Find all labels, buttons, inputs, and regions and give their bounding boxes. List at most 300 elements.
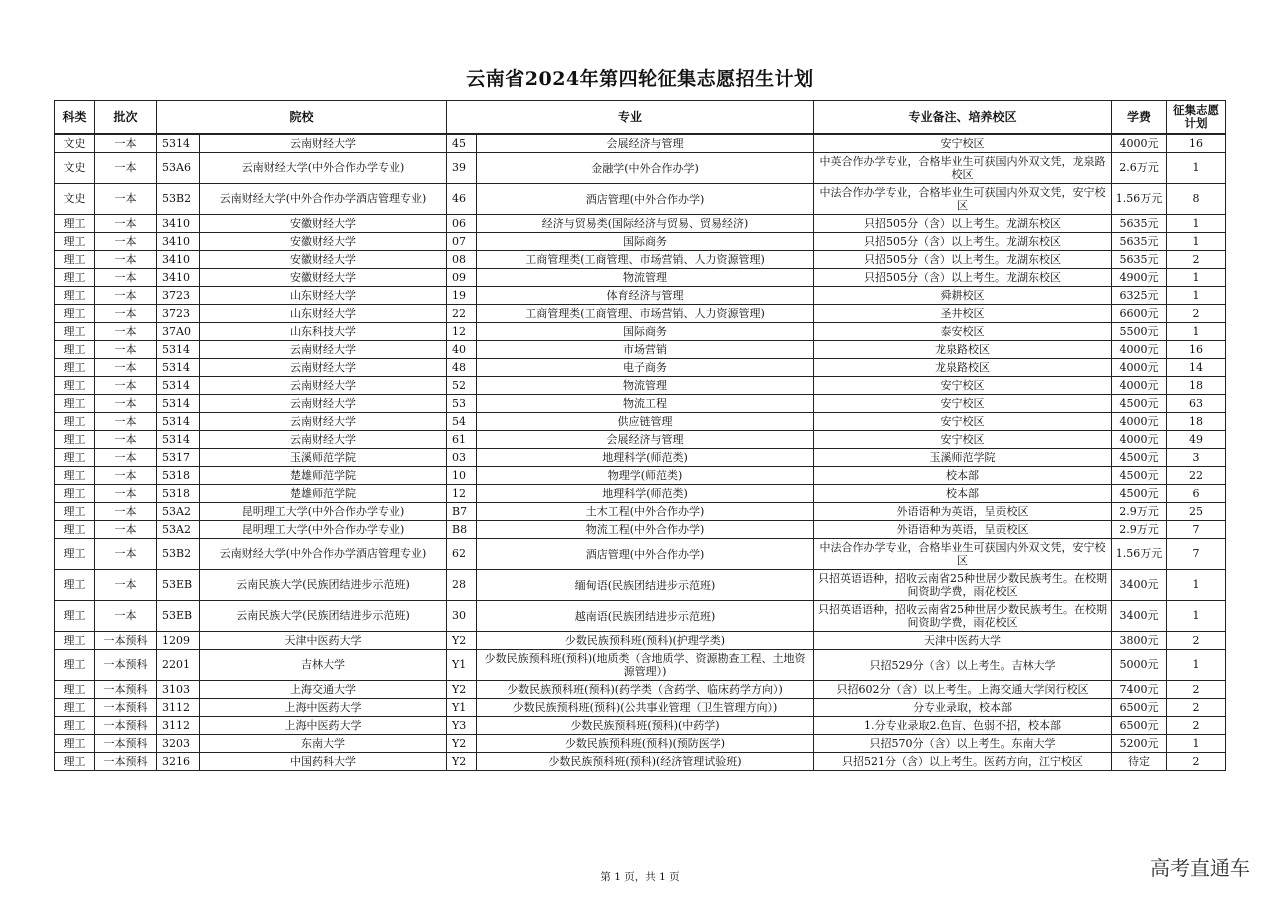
cell-batch: 一本 bbox=[95, 601, 157, 632]
cell-note: 舜耕校区 bbox=[814, 287, 1112, 305]
cell-batch: 一本 bbox=[95, 539, 157, 570]
cell-note: 1.分专业录取2.色盲、色弱不招，校本部 bbox=[814, 717, 1112, 735]
cell-fee: 5000元 bbox=[1112, 650, 1167, 681]
cell-school: 吉林大学 bbox=[200, 650, 447, 681]
cell-batch: 一本 bbox=[95, 305, 157, 323]
cell-school: 安徽财经大学 bbox=[200, 215, 447, 233]
cell-note: 天津中医药大学 bbox=[814, 632, 1112, 650]
cell-fee: 6325元 bbox=[1112, 287, 1167, 305]
cell-note: 只招505分（含）以上考生。龙湖东校区 bbox=[814, 215, 1112, 233]
cell-school: 云南财经大学(中外合作办学专业) bbox=[200, 153, 447, 184]
cell-batch: 一本预科 bbox=[95, 681, 157, 699]
table-row bbox=[55, 233, 1226, 251]
cell-category: 理工 bbox=[55, 539, 95, 570]
cell-category: 理工 bbox=[55, 485, 95, 503]
cell-batch: 一本 bbox=[95, 485, 157, 503]
cell-major-code: 07 bbox=[447, 233, 477, 251]
cell-major: 少数民族预科班(预科)(地质类（含地质学、资源勘查工程、土地资源管理）) bbox=[477, 650, 814, 681]
cell-note: 圣井校区 bbox=[814, 305, 1112, 323]
header-category: 科类 bbox=[55, 101, 95, 135]
cell-category: 理工 bbox=[55, 735, 95, 753]
cell-batch: 一本 bbox=[95, 521, 157, 539]
cell-batch: 一本预科 bbox=[95, 717, 157, 735]
cell-category: 理工 bbox=[55, 395, 95, 413]
cell-note: 安宁校区 bbox=[814, 413, 1112, 431]
cell-school: 安徽财经大学 bbox=[200, 269, 447, 287]
cell-major: 物流管理 bbox=[477, 269, 814, 287]
cell-school: 山东财经大学 bbox=[200, 287, 447, 305]
cell-batch: 一本 bbox=[95, 134, 157, 153]
table-row bbox=[55, 539, 1226, 570]
cell-plan: 1 bbox=[1167, 233, 1226, 251]
cell-batch: 一本 bbox=[95, 431, 157, 449]
cell-school-code: 53EB bbox=[157, 601, 200, 632]
cell-category: 理工 bbox=[55, 431, 95, 449]
cell-category: 理工 bbox=[55, 323, 95, 341]
cell-school: 云南财经大学 bbox=[200, 395, 447, 413]
cell-major: 地理科学(师范类) bbox=[477, 449, 814, 467]
cell-batch: 一本 bbox=[95, 233, 157, 251]
cell-category: 理工 bbox=[55, 503, 95, 521]
table-row bbox=[55, 134, 1226, 153]
table-row bbox=[55, 305, 1226, 323]
cell-plan: 2 bbox=[1167, 717, 1226, 735]
cell-category: 理工 bbox=[55, 377, 95, 395]
cell-batch: 一本预科 bbox=[95, 699, 157, 717]
cell-batch: 一本预科 bbox=[95, 650, 157, 681]
cell-plan: 1 bbox=[1167, 153, 1226, 184]
cell-major: 缅甸语(民族团结进步示范班) bbox=[477, 570, 814, 601]
table-row bbox=[55, 341, 1226, 359]
cell-major: 经济与贸易类(国际经济与贸易、贸易经济) bbox=[477, 215, 814, 233]
cell-major: 金融学(中外合作办学) bbox=[477, 153, 814, 184]
header-fee: 学费 bbox=[1112, 101, 1167, 135]
cell-plan: 1 bbox=[1167, 269, 1226, 287]
cell-fee: 3400元 bbox=[1112, 570, 1167, 601]
cell-plan: 3 bbox=[1167, 449, 1226, 467]
cell-major: 少数民族预科班(预科)(中药学) bbox=[477, 717, 814, 735]
cell-major: 土木工程(中外合作办学) bbox=[477, 503, 814, 521]
cell-school-code: 3112 bbox=[157, 717, 200, 735]
cell-plan: 22 bbox=[1167, 467, 1226, 485]
table-row bbox=[55, 377, 1226, 395]
cell-major-code: 22 bbox=[447, 305, 477, 323]
cell-fee: 1.56万元 bbox=[1112, 539, 1167, 570]
cell-fee: 7400元 bbox=[1112, 681, 1167, 699]
cell-note: 龙泉路校区 bbox=[814, 341, 1112, 359]
cell-fee: 4000元 bbox=[1112, 431, 1167, 449]
cell-plan: 18 bbox=[1167, 413, 1226, 431]
cell-note: 只招505分（含）以上考生。龙湖东校区 bbox=[814, 251, 1112, 269]
cell-fee: 5635元 bbox=[1112, 251, 1167, 269]
cell-plan: 49 bbox=[1167, 431, 1226, 449]
cell-major-code: 28 bbox=[447, 570, 477, 601]
cell-school-code: 3203 bbox=[157, 735, 200, 753]
table-row bbox=[55, 251, 1226, 269]
cell-plan: 2 bbox=[1167, 305, 1226, 323]
cell-school-code: 5314 bbox=[157, 395, 200, 413]
cell-major-code: 08 bbox=[447, 251, 477, 269]
cell-school-code: 3723 bbox=[157, 305, 200, 323]
cell-plan: 1 bbox=[1167, 287, 1226, 305]
cell-school: 云南财经大学 bbox=[200, 134, 447, 153]
cell-school: 上海交通大学 bbox=[200, 681, 447, 699]
cell-fee: 6600元 bbox=[1112, 305, 1167, 323]
cell-school: 上海中医药大学 bbox=[200, 699, 447, 717]
cell-school: 东南大学 bbox=[200, 735, 447, 753]
cell-school: 昆明理工大学(中外合作办学专业) bbox=[200, 521, 447, 539]
table-row bbox=[55, 717, 1226, 735]
cell-major-code: 06 bbox=[447, 215, 477, 233]
cell-school: 安徽财经大学 bbox=[200, 251, 447, 269]
cell-plan: 2 bbox=[1167, 681, 1226, 699]
table-row bbox=[55, 699, 1226, 717]
cell-major-code: Y2 bbox=[447, 632, 477, 650]
cell-school: 上海中医药大学 bbox=[200, 717, 447, 735]
cell-major-code: 12 bbox=[447, 323, 477, 341]
cell-plan: 7 bbox=[1167, 521, 1226, 539]
table-row bbox=[55, 601, 1226, 632]
cell-batch: 一本 bbox=[95, 251, 157, 269]
cell-school-code: 3410 bbox=[157, 215, 200, 233]
cell-plan: 1 bbox=[1167, 735, 1226, 753]
enrollment-plan-table bbox=[54, 100, 1226, 771]
cell-category: 理工 bbox=[55, 681, 95, 699]
cell-school: 云南财经大学 bbox=[200, 377, 447, 395]
cell-school: 楚雄师范学院 bbox=[200, 485, 447, 503]
cell-category: 理工 bbox=[55, 215, 95, 233]
cell-category: 理工 bbox=[55, 233, 95, 251]
cell-major-code: 54 bbox=[447, 413, 477, 431]
cell-school-code: 5314 bbox=[157, 431, 200, 449]
cell-fee: 5635元 bbox=[1112, 233, 1167, 251]
header-major: 专业 bbox=[447, 101, 814, 135]
cell-major: 少数民族预科班(预科)(药学类（含药学、临床药学方向）) bbox=[477, 681, 814, 699]
table-header-row bbox=[55, 101, 1226, 135]
cell-major-code: Y3 bbox=[447, 717, 477, 735]
cell-school: 云南财经大学(中外合作办学酒店管理专业) bbox=[200, 539, 447, 570]
cell-school-code: 3410 bbox=[157, 251, 200, 269]
cell-batch: 一本 bbox=[95, 503, 157, 521]
cell-note: 只招521分（含）以上考生。医药方向，江宁校区 bbox=[814, 753, 1112, 771]
cell-batch: 一本预科 bbox=[95, 632, 157, 650]
cell-fee: 6500元 bbox=[1112, 699, 1167, 717]
cell-plan: 8 bbox=[1167, 184, 1226, 215]
cell-plan: 16 bbox=[1167, 134, 1226, 153]
table-row bbox=[55, 153, 1226, 184]
table-row bbox=[55, 287, 1226, 305]
cell-category: 理工 bbox=[55, 632, 95, 650]
cell-major: 少数民族预科班(预科)(经济管理试验班) bbox=[477, 753, 814, 771]
cell-category: 理工 bbox=[55, 467, 95, 485]
cell-fee: 4000元 bbox=[1112, 134, 1167, 153]
cell-major-code: Y2 bbox=[447, 681, 477, 699]
cell-school-code: 5314 bbox=[157, 413, 200, 431]
cell-major-code: 61 bbox=[447, 431, 477, 449]
cell-fee: 4900元 bbox=[1112, 269, 1167, 287]
cell-note: 泰安校区 bbox=[814, 323, 1112, 341]
cell-school: 云南财经大学(中外合作办学酒店管理专业) bbox=[200, 184, 447, 215]
cell-school-code: 53A6 bbox=[157, 153, 200, 184]
cell-major: 电子商务 bbox=[477, 359, 814, 377]
table-row bbox=[55, 735, 1226, 753]
cell-major: 酒店管理(中外合作办学) bbox=[477, 539, 814, 570]
table-row bbox=[55, 215, 1226, 233]
cell-school: 玉溪师范学院 bbox=[200, 449, 447, 467]
cell-major-code: Y2 bbox=[447, 735, 477, 753]
cell-fee: 1.56万元 bbox=[1112, 184, 1167, 215]
cell-major: 越南语(民族团结进步示范班) bbox=[477, 601, 814, 632]
cell-school-code: 1209 bbox=[157, 632, 200, 650]
cell-fee: 4000元 bbox=[1112, 377, 1167, 395]
cell-school: 云南民族大学(民族团结进步示范班) bbox=[200, 570, 447, 601]
cell-school: 云南财经大学 bbox=[200, 341, 447, 359]
cell-note: 只招英语语种，招收云南省25种世居少数民族考生。在校期间资助学费，雨花校区 bbox=[814, 570, 1112, 601]
cell-note: 只招英语语种，招收云南省25种世居少数民族考生。在校期间资助学费，雨花校区 bbox=[814, 601, 1112, 632]
cell-school-code: 3103 bbox=[157, 681, 200, 699]
cell-school: 中国药科大学 bbox=[200, 753, 447, 771]
cell-school: 昆明理工大学(中外合作办学专业) bbox=[200, 503, 447, 521]
table-row bbox=[55, 650, 1226, 681]
cell-plan: 2 bbox=[1167, 753, 1226, 771]
cell-plan: 1 bbox=[1167, 570, 1226, 601]
cell-major-code: 12 bbox=[447, 485, 477, 503]
cell-batch: 一本 bbox=[95, 377, 157, 395]
cell-plan: 6 bbox=[1167, 485, 1226, 503]
cell-category: 理工 bbox=[55, 570, 95, 601]
cell-category: 文史 bbox=[55, 184, 95, 215]
cell-major-code: B7 bbox=[447, 503, 477, 521]
cell-fee: 4500元 bbox=[1112, 395, 1167, 413]
cell-note: 安宁校区 bbox=[814, 134, 1112, 153]
cell-category: 文史 bbox=[55, 153, 95, 184]
cell-note: 中法合作办学专业，合格毕业生可获国内外双文凭，安宁校区 bbox=[814, 184, 1112, 215]
cell-batch: 一本 bbox=[95, 341, 157, 359]
cell-school: 云南财经大学 bbox=[200, 359, 447, 377]
cell-fee: 待定 bbox=[1112, 753, 1167, 771]
cell-school: 山东财经大学 bbox=[200, 305, 447, 323]
cell-category: 理工 bbox=[55, 341, 95, 359]
cell-major-code: 53 bbox=[447, 395, 477, 413]
cell-school-code: 5318 bbox=[157, 467, 200, 485]
cell-school-code: 37A0 bbox=[157, 323, 200, 341]
cell-category: 理工 bbox=[55, 359, 95, 377]
cell-note: 外语语种为英语，呈贡校区 bbox=[814, 521, 1112, 539]
header-school: 院校 bbox=[157, 101, 447, 135]
cell-fee: 4000元 bbox=[1112, 341, 1167, 359]
cell-fee: 2.9万元 bbox=[1112, 503, 1167, 521]
cell-school: 云南民族大学(民族团结进步示范班) bbox=[200, 601, 447, 632]
header-plan: 征集志愿计划 bbox=[1167, 101, 1226, 135]
cell-major: 物理学(师范类) bbox=[477, 467, 814, 485]
cell-fee: 5500元 bbox=[1112, 323, 1167, 341]
cell-major-code: 52 bbox=[447, 377, 477, 395]
cell-major: 工商管理类(工商管理、市场营销、人力资源管理) bbox=[477, 251, 814, 269]
cell-batch: 一本 bbox=[95, 287, 157, 305]
cell-major: 地理科学(师范类) bbox=[477, 485, 814, 503]
table-row bbox=[55, 323, 1226, 341]
cell-fee: 3800元 bbox=[1112, 632, 1167, 650]
cell-note: 玉溪师范学院 bbox=[814, 449, 1112, 467]
cell-batch: 一本 bbox=[95, 449, 157, 467]
cell-plan: 1 bbox=[1167, 323, 1226, 341]
cell-school-code: 5314 bbox=[157, 341, 200, 359]
cell-major-code: 40 bbox=[447, 341, 477, 359]
cell-school-code: 53B2 bbox=[157, 539, 200, 570]
table-row bbox=[55, 467, 1226, 485]
cell-major: 少数民族预科班(预科)(护理学类) bbox=[477, 632, 814, 650]
cell-major-code: 48 bbox=[447, 359, 477, 377]
page-footer: 第 1 页，共 1 页 bbox=[600, 871, 680, 883]
cell-school-code: 53B2 bbox=[157, 184, 200, 215]
cell-major-code: 45 bbox=[447, 134, 477, 153]
cell-category: 理工 bbox=[55, 717, 95, 735]
header-note: 专业备注、培养校区 bbox=[814, 101, 1112, 135]
cell-category: 理工 bbox=[55, 650, 95, 681]
cell-school-code: 5314 bbox=[157, 134, 200, 153]
cell-major: 国际商务 bbox=[477, 323, 814, 341]
cell-school-code: 53A2 bbox=[157, 521, 200, 539]
watermark: 高考直通车 bbox=[1150, 856, 1250, 880]
cell-major-code: 46 bbox=[447, 184, 477, 215]
table-row bbox=[55, 413, 1226, 431]
table-row bbox=[55, 184, 1226, 215]
table-row bbox=[55, 359, 1226, 377]
cell-category: 理工 bbox=[55, 699, 95, 717]
table-row bbox=[55, 449, 1226, 467]
cell-fee: 4000元 bbox=[1112, 359, 1167, 377]
table-row bbox=[55, 753, 1226, 771]
cell-major: 会展经济与管理 bbox=[477, 431, 814, 449]
table-row bbox=[55, 395, 1226, 413]
cell-plan: 14 bbox=[1167, 359, 1226, 377]
cell-school: 天津中医药大学 bbox=[200, 632, 447, 650]
cell-plan: 1 bbox=[1167, 215, 1226, 233]
cell-school-code: 5317 bbox=[157, 449, 200, 467]
cell-plan: 18 bbox=[1167, 377, 1226, 395]
cell-note: 安宁校区 bbox=[814, 395, 1112, 413]
cell-fee: 4500元 bbox=[1112, 467, 1167, 485]
cell-note: 分专业录取，校本部 bbox=[814, 699, 1112, 717]
cell-category: 理工 bbox=[55, 269, 95, 287]
cell-fee: 4500元 bbox=[1112, 485, 1167, 503]
cell-note: 只招529分（含）以上考生。吉林大学 bbox=[814, 650, 1112, 681]
cell-school: 安徽财经大学 bbox=[200, 233, 447, 251]
table-row bbox=[55, 632, 1226, 650]
cell-school-code: 53EB bbox=[157, 570, 200, 601]
cell-batch: 一本 bbox=[95, 395, 157, 413]
cell-fee: 2.9万元 bbox=[1112, 521, 1167, 539]
cell-category: 理工 bbox=[55, 753, 95, 771]
cell-major: 市场营销 bbox=[477, 341, 814, 359]
cell-major: 少数民族预科班(预科)(预防医学) bbox=[477, 735, 814, 753]
cell-note: 只招505分（含）以上考生。龙湖东校区 bbox=[814, 233, 1112, 251]
cell-school: 云南财经大学 bbox=[200, 431, 447, 449]
header-batch: 批次 bbox=[95, 101, 157, 135]
cell-note: 中英合作办学专业，合格毕业生可获国内外双文凭，龙泉路校区 bbox=[814, 153, 1112, 184]
cell-major: 少数民族预科班(预科)(公共事业管理（卫生管理方向）) bbox=[477, 699, 814, 717]
cell-major-code: 62 bbox=[447, 539, 477, 570]
cell-major-code: 10 bbox=[447, 467, 477, 485]
cell-school: 云南财经大学 bbox=[200, 413, 447, 431]
cell-category: 理工 bbox=[55, 601, 95, 632]
cell-fee: 5635元 bbox=[1112, 215, 1167, 233]
cell-school-code: 5314 bbox=[157, 377, 200, 395]
cell-major: 国际商务 bbox=[477, 233, 814, 251]
cell-category: 理工 bbox=[55, 287, 95, 305]
cell-batch: 一本 bbox=[95, 413, 157, 431]
cell-plan: 1 bbox=[1167, 601, 1226, 632]
cell-fee: 4500元 bbox=[1112, 449, 1167, 467]
cell-major-code: 03 bbox=[447, 449, 477, 467]
cell-batch: 一本预科 bbox=[95, 753, 157, 771]
cell-plan: 63 bbox=[1167, 395, 1226, 413]
cell-major-code: 39 bbox=[447, 153, 477, 184]
cell-fee: 2.6万元 bbox=[1112, 153, 1167, 184]
cell-fee: 4000元 bbox=[1112, 413, 1167, 431]
cell-category: 理工 bbox=[55, 413, 95, 431]
page-title: 云南省2024年第四轮征集志愿招生计划 bbox=[466, 68, 814, 90]
cell-category: 理工 bbox=[55, 305, 95, 323]
cell-plan: 25 bbox=[1167, 503, 1226, 521]
cell-major-code: Y1 bbox=[447, 650, 477, 681]
cell-school-code: 3410 bbox=[157, 233, 200, 251]
cell-category: 理工 bbox=[55, 521, 95, 539]
cell-note: 外语语种为英语，呈贡校区 bbox=[814, 503, 1112, 521]
cell-major-code: Y2 bbox=[447, 753, 477, 771]
table-row bbox=[55, 570, 1226, 601]
cell-fee: 5200元 bbox=[1112, 735, 1167, 753]
cell-batch: 一本 bbox=[95, 323, 157, 341]
cell-school-code: 3410 bbox=[157, 269, 200, 287]
cell-batch: 一本 bbox=[95, 215, 157, 233]
cell-school-code: 3216 bbox=[157, 753, 200, 771]
cell-school-code: 5314 bbox=[157, 359, 200, 377]
cell-note: 校本部 bbox=[814, 485, 1112, 503]
table-row bbox=[55, 681, 1226, 699]
cell-note: 校本部 bbox=[814, 467, 1112, 485]
cell-note: 安宁校区 bbox=[814, 377, 1112, 395]
cell-school: 楚雄师范学院 bbox=[200, 467, 447, 485]
cell-school-code: 3112 bbox=[157, 699, 200, 717]
cell-major-code: 19 bbox=[447, 287, 477, 305]
cell-major: 物流工程(中外合作办学) bbox=[477, 521, 814, 539]
cell-note: 只招505分（含）以上考生。龙湖东校区 bbox=[814, 269, 1112, 287]
cell-category: 理工 bbox=[55, 251, 95, 269]
cell-fee: 6500元 bbox=[1112, 717, 1167, 735]
cell-major: 物流工程 bbox=[477, 395, 814, 413]
cell-fee: 3400元 bbox=[1112, 601, 1167, 632]
cell-plan: 2 bbox=[1167, 699, 1226, 717]
cell-note: 只招602分（含）以上考生。上海交通大学闵行校区 bbox=[814, 681, 1112, 699]
cell-major: 会展经济与管理 bbox=[477, 134, 814, 153]
cell-batch: 一本 bbox=[95, 467, 157, 485]
table-row bbox=[55, 503, 1226, 521]
cell-note: 中法合作办学专业，合格毕业生可获国内外双文凭，安宁校区 bbox=[814, 539, 1112, 570]
cell-major: 体育经济与管理 bbox=[477, 287, 814, 305]
cell-category: 理工 bbox=[55, 449, 95, 467]
cell-major: 物流管理 bbox=[477, 377, 814, 395]
cell-plan: 1 bbox=[1167, 650, 1226, 681]
cell-major-code: B8 bbox=[447, 521, 477, 539]
cell-batch: 一本 bbox=[95, 184, 157, 215]
cell-note: 龙泉路校区 bbox=[814, 359, 1112, 377]
cell-school-code: 3723 bbox=[157, 287, 200, 305]
cell-plan: 16 bbox=[1167, 341, 1226, 359]
table-row bbox=[55, 485, 1226, 503]
cell-major-code: Y1 bbox=[447, 699, 477, 717]
cell-plan: 2 bbox=[1167, 251, 1226, 269]
